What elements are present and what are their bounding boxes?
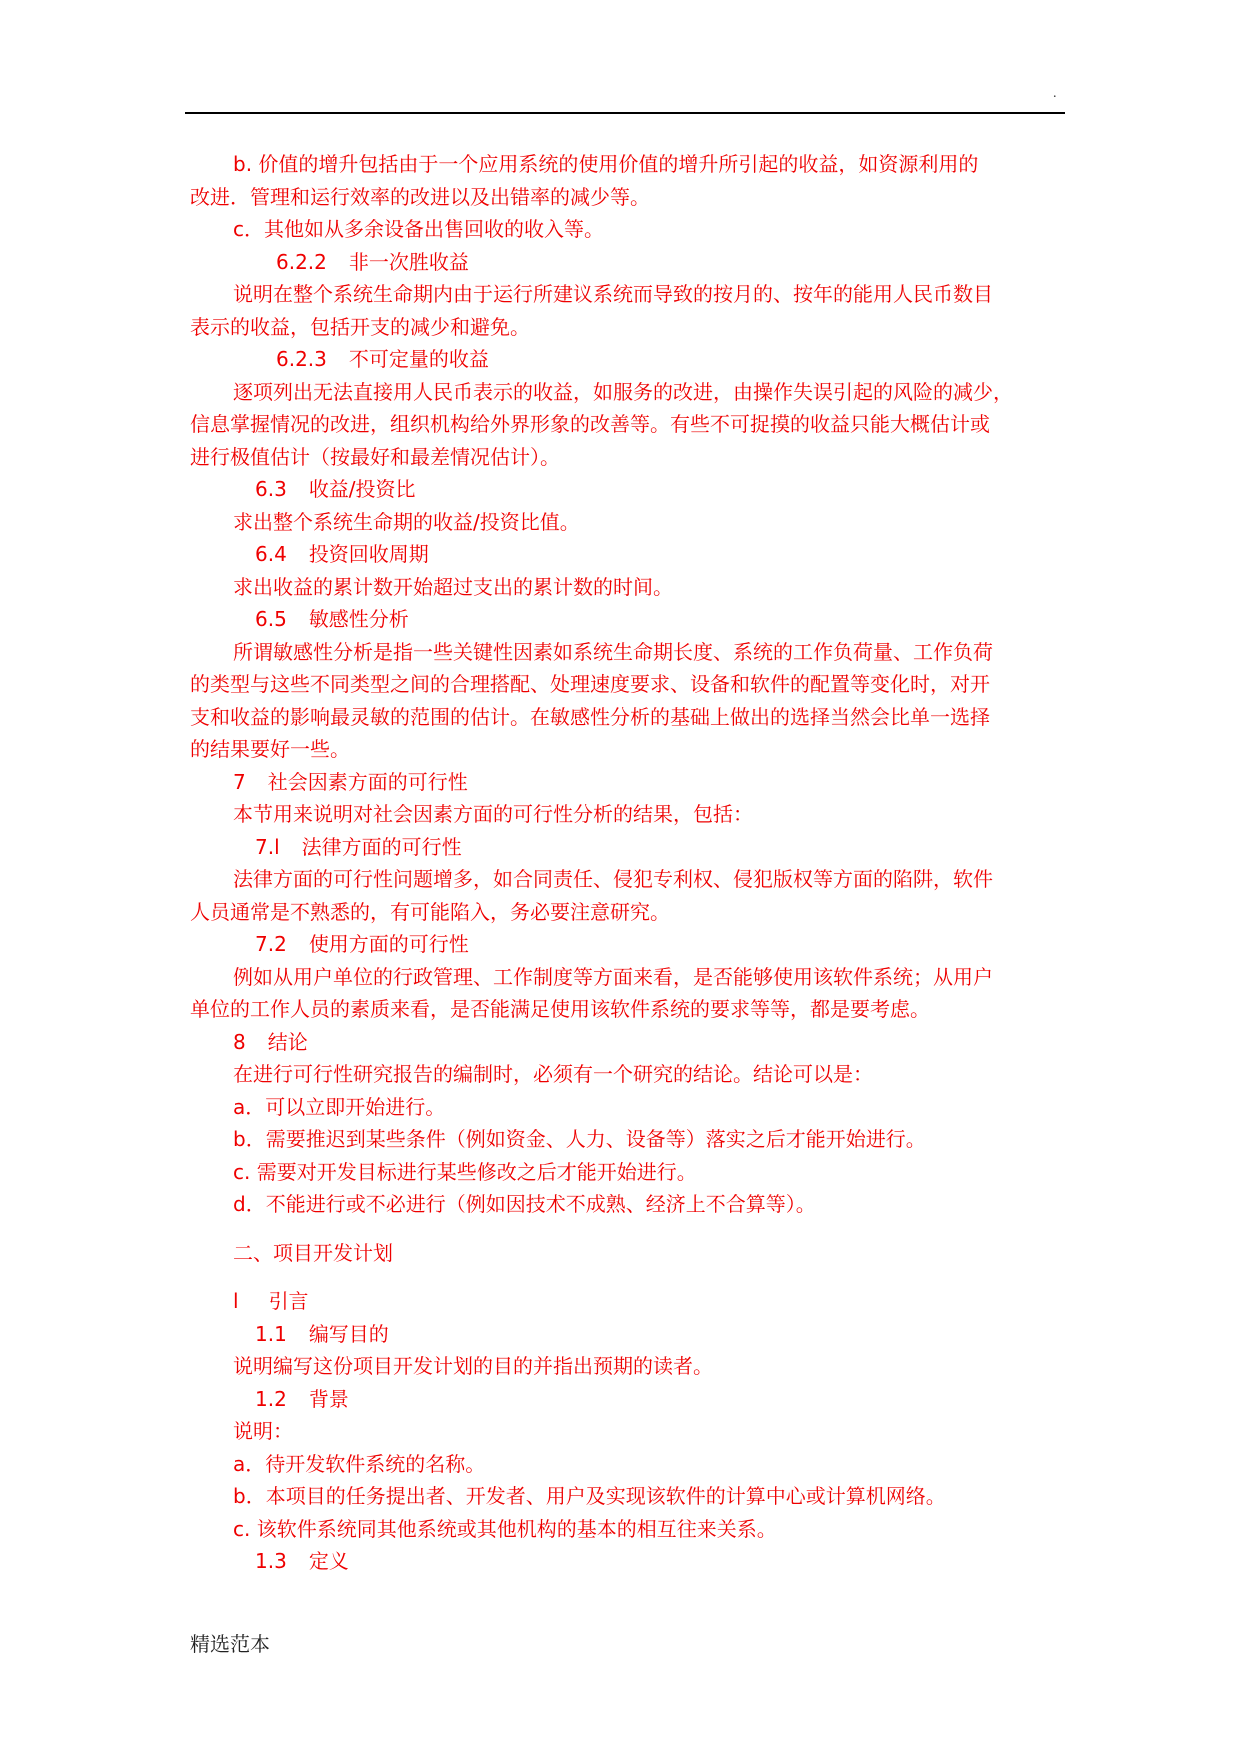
paragraph-line: 求出收益的累计数开始超过支出的累计数的时间。 xyxy=(233,574,673,599)
paragraph-line: 的类型与这些不同类型之间的合理搭配、处理速度要求、设备和软件的配置等变化时，对开 xyxy=(190,672,990,696)
paragraph-line: 所谓敏感性分析是指一些关键性因素如系统生命期长度、系统的工作负荷量、工作负荷 xyxy=(233,639,993,664)
chapter-heading: 二、项目开发计划 xyxy=(233,1240,393,1265)
list-item: b．需要推迟到某些条件（例如资金、人力、设备等）落实之后才能开始进行。 xyxy=(233,1127,926,1151)
section-heading: 6.5 敏感性分析 xyxy=(255,607,409,631)
paragraph-line: 求出整个系统生命期的收益/投资比值。 xyxy=(233,509,580,534)
paragraph-line: 例如从用户单位的行政管理、工作制度等方面来看，是否能够使用该软件系统；从用户 xyxy=(233,964,993,989)
section-heading: 6.2.2 非一次胜收益 xyxy=(276,249,469,274)
paragraph-line: 说明： xyxy=(233,1419,293,1443)
paragraph-line: 支和收益的影响最灵敏的范围的估计。在敏感性分析的基础上做出的选择当然会比单一选择 xyxy=(190,704,990,729)
paragraph-line: b. 价值的增升包括由于一个应用系统的使用价值的增升所引起的收益，如资源利用的 xyxy=(233,152,979,176)
section-heading: 1.3 定义 xyxy=(255,1549,349,1573)
section-heading: 8 结论 xyxy=(233,1029,308,1054)
document-body xyxy=(190,148,1060,1578)
header-mark: . xyxy=(1053,86,1057,101)
paragraph-line: 信息掌握情况的改进，组织机构给外界形象的改善等。有些不可捉摸的收益只能大概估计或 xyxy=(190,412,990,436)
section-heading: 6.2.3 不可定量的收益 xyxy=(276,347,489,371)
section-heading: 1.2 背景 xyxy=(255,1386,349,1411)
list-item: c．其他如从多余设备出售回收的收入等。 xyxy=(233,217,604,241)
paragraph-line: 说明在整个系统生命期内由于运行所建议系统而导致的按月的、按年的能用人民币数目 xyxy=(233,282,993,306)
section-heading: 7.2 使用方面的可行性 xyxy=(255,932,469,956)
section-heading: 1.1 编写目的 xyxy=(255,1321,389,1346)
paragraph-line: 单位的工作人员的素质来看，是否能满足使用该软件系统的要求等等，都是要考虑。 xyxy=(190,997,930,1021)
paragraph-line: 逐项列出无法直接用人民币表示的收益，如服务的改进，由操作失误引起的风险的减少， xyxy=(233,379,1013,404)
section-heading: 6.3 收益/投资比 xyxy=(255,477,416,501)
paragraph-line: 说明编写这份项目开发计划的目的并指出预期的读者。 xyxy=(233,1354,713,1378)
section-heading: 7 社会因素方面的可行性 xyxy=(233,769,468,794)
paragraph-line: 改进．管理和运行效率的改进以及出错率的减少等。 xyxy=(190,184,650,209)
section-heading: 7.l 法律方面的可行性 xyxy=(255,834,462,859)
section-heading: 6.4 投资回收周期 xyxy=(255,542,429,566)
paragraph-line: 的结果要好一些。 xyxy=(190,737,350,761)
list-item: c. 该软件系统同其他系统或其他机构的基本的相互往来关系。 xyxy=(233,1516,777,1541)
section-heading: l 引言 xyxy=(233,1289,309,1313)
paragraph-line: 人员通常是不熟悉的，有可能陷入，务必要注意研究。 xyxy=(190,899,670,924)
list-item: d．不能进行或不必进行（例如因技术不成熟、经济上不合算等）。 xyxy=(233,1192,816,1216)
paragraph-line: 进行极值估计（按最好和最差情况估计）。 xyxy=(190,444,560,469)
paragraph-line: 法律方面的可行性问题增多，如合同责任、侵犯专利权、侵犯版权等方面的陷阱，软件 xyxy=(233,867,993,891)
paragraph-line: 本节用来说明对社会因素方面的可行性分析的结果，包括： xyxy=(233,802,753,826)
list-item: a．可以立即开始进行。 xyxy=(233,1094,446,1119)
paragraph-line: 表示的收益，包括开支的减少和避免。 xyxy=(190,314,530,339)
list-item: b．本项目的任务提出者、开发者、用户及实现该软件的计算中心或计算机网络。 xyxy=(233,1484,946,1508)
header-rule xyxy=(185,112,1065,114)
footer-text: 精选范本 xyxy=(190,1632,270,1656)
list-item: a．待开发软件系统的名称。 xyxy=(233,1451,486,1476)
list-item: c. 需要对开发目标进行某些修改之后才能开始进行。 xyxy=(233,1159,697,1184)
paragraph-line: 在进行可行性研究报告的编制时，必须有一个研究的结论。结论可以是： xyxy=(233,1062,873,1086)
